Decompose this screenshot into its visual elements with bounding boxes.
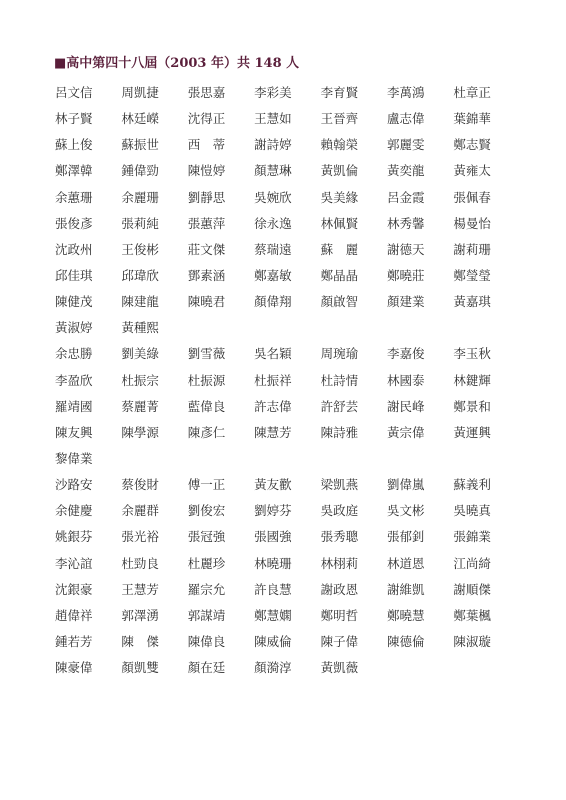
student-name: 陳子偉 <box>320 633 359 649</box>
name-row <box>55 394 520 420</box>
student-name: 林佩賢 <box>320 215 359 231</box>
student-name: 陳學源 <box>121 424 159 440</box>
student-name: 顏在廷 <box>187 660 226 676</box>
student-name: 黃凱薇 <box>320 660 359 676</box>
student-name: 王晉齊 <box>320 111 359 127</box>
name-row <box>55 524 520 550</box>
student-name: 鄭澤韓 <box>55 163 93 179</box>
student-name: 徐永逸 <box>254 215 292 231</box>
student-name: 陳 傑 <box>121 633 159 649</box>
name-row <box>55 158 520 184</box>
student-name: 謝民峰 <box>386 398 425 414</box>
student-name: 顏凱雙 <box>121 660 159 676</box>
student-name: 張國強 <box>254 529 292 545</box>
student-name: 張錦業 <box>453 529 491 545</box>
student-name: 劉靜思 <box>187 189 226 205</box>
student-name: 鄭瑩瑩 <box>453 267 491 283</box>
student-name: 杜章正 <box>453 85 491 100</box>
student-name: 劉婷芬 <box>254 503 292 519</box>
student-name: 楊曼怡 <box>453 215 491 231</box>
student-name: 劉俊宏 <box>187 503 226 519</box>
student-name: 蔡瑞遠 <box>254 241 292 257</box>
student-name: 林曉珊 <box>254 555 292 571</box>
student-name: 鄭慧嫻 <box>254 607 292 623</box>
student-name: 王慧如 <box>254 111 292 127</box>
student-name: 沙路安 <box>55 477 93 493</box>
student-name: 張思嘉 <box>187 85 226 100</box>
student-name: 陳豪偉 <box>55 660 93 676</box>
student-name: 杜詩情 <box>320 372 359 388</box>
student-name: 鍾若芳 <box>55 633 93 649</box>
student-name: 謝政恩 <box>320 581 359 597</box>
student-name: 張蕙萍 <box>187 215 226 231</box>
student-name: 黃友歡 <box>254 477 292 493</box>
name-row <box>55 237 520 263</box>
student-name: 吳美緣 <box>320 189 359 205</box>
student-name: 葉錦華 <box>453 111 491 127</box>
student-name: 郭謀靖 <box>187 607 226 623</box>
name-row <box>55 368 520 394</box>
student-name: 謝莉珊 <box>453 241 491 257</box>
student-name: 黃嘉琪 <box>453 294 491 310</box>
student-name: 顏偉翔 <box>254 294 292 310</box>
student-name: 姚銀芬 <box>55 529 93 545</box>
student-name: 張俊彥 <box>55 215 93 231</box>
student-name: 蘇義利 <box>453 477 491 493</box>
student-name: 郭麗雯 <box>386 137 425 153</box>
student-name: 陳慧芳 <box>254 424 292 440</box>
student-name: 顏漪淳 <box>254 660 292 676</box>
student-name: 邱佳琪 <box>55 267 93 283</box>
student-name: 林廷嶸 <box>121 111 159 127</box>
student-name: 張郁釗 <box>386 529 425 545</box>
student-name: 杜振源 <box>187 372 226 388</box>
name-row <box>55 211 520 237</box>
student-name: 梁凱燕 <box>320 477 359 493</box>
name-row <box>55 498 520 524</box>
student-name: 劉偉嵐 <box>386 477 425 493</box>
student-name: 鄭明哲 <box>320 607 359 623</box>
name-row <box>55 263 520 289</box>
student-name: 吳政庭 <box>320 503 359 519</box>
student-name: 傅一正 <box>187 477 226 493</box>
student-name: 賴翰榮 <box>320 137 359 153</box>
student-name: 鄭志賢 <box>453 137 491 153</box>
name-row <box>55 132 520 158</box>
student-name: 鄭曉慧 <box>386 607 425 623</box>
student-name: 余蕙珊 <box>55 189 93 205</box>
student-name: 陳彥仁 <box>187 424 226 440</box>
student-name: 邱瑋欣 <box>121 267 159 283</box>
student-name: 藍偉良 <box>187 398 226 414</box>
student-name: 黃種熙 <box>121 320 159 336</box>
student-name: 王俊彬 <box>121 241 159 257</box>
student-name: 杜振祥 <box>254 372 292 388</box>
student-name: 顏慧琳 <box>254 163 292 179</box>
student-name: 黃奕龍 <box>386 163 425 179</box>
name-row <box>55 289 520 315</box>
student-name: 林子賢 <box>55 111 93 127</box>
student-name: 莊文傑 <box>187 241 226 257</box>
student-name: 呂文信 <box>55 85 93 100</box>
student-name: 余麗珊 <box>121 189 159 205</box>
student-name: 黃凱倫 <box>320 163 359 179</box>
student-name: 林國泰 <box>386 372 425 388</box>
student-name: 謝維凱 <box>386 581 425 597</box>
student-name: 李育賢 <box>320 85 359 100</box>
student-name: 郭澤湧 <box>121 607 159 623</box>
student-name: 吳文彬 <box>386 503 425 519</box>
student-name: 謝詩婷 <box>254 137 292 153</box>
student-name: 鄭晶晶 <box>320 267 359 283</box>
student-name: 許良慧 <box>254 581 292 597</box>
name-row <box>55 472 520 498</box>
student-name: 王慧芳 <box>121 581 159 597</box>
name-row <box>55 603 520 629</box>
student-name: 黃雍太 <box>453 163 491 179</box>
student-name: 羅宗允 <box>187 581 226 597</box>
student-name: 陳建龍 <box>121 294 159 310</box>
student-name: 林秀馨 <box>386 215 425 231</box>
student-name: 鄭葉楓 <box>453 607 491 623</box>
student-name: 劉雪薇 <box>187 346 226 362</box>
student-name: 余忠勝 <box>55 346 93 362</box>
student-name: 許志偉 <box>254 398 292 414</box>
student-name: 趙偉祥 <box>55 607 93 623</box>
student-name: 羅靖國 <box>55 398 93 414</box>
student-name: 李沁誼 <box>55 555 93 571</box>
student-name: 張冠強 <box>187 529 226 545</box>
name-row <box>55 577 520 603</box>
student-name: 鄭曉莊 <box>386 267 425 283</box>
student-name: 余麗群 <box>121 503 159 519</box>
name-row <box>55 551 520 577</box>
student-name: 顏啟智 <box>320 294 359 310</box>
student-name: 盧志偉 <box>386 111 425 127</box>
student-name: 余健慶 <box>55 503 93 519</box>
student-name: 蔡俊財 <box>121 477 159 493</box>
name-row <box>55 185 520 211</box>
name-row <box>55 80 520 106</box>
student-name: 陳健茂 <box>55 294 93 310</box>
name-row <box>55 341 520 367</box>
student-name: 張莉純 <box>121 215 159 231</box>
student-name: 許舒芸 <box>320 398 359 414</box>
student-name: 李萬鴻 <box>386 85 425 100</box>
student-name: 黃宗偉 <box>386 424 425 440</box>
student-name: 鄭景和 <box>453 398 491 414</box>
student-name: 沈銀豪 <box>55 581 93 597</box>
name-list <box>55 80 520 681</box>
student-name: 陳偉良 <box>187 633 226 649</box>
student-name: 陳詩雅 <box>320 424 359 440</box>
name-row <box>55 420 520 446</box>
student-name: 陳曉君 <box>187 294 226 310</box>
student-name: 鄭嘉敏 <box>254 267 292 283</box>
student-name: 陳愷婷 <box>187 163 226 179</box>
student-name: 鍾偉勁 <box>121 163 159 179</box>
student-name: 杜勁良 <box>121 555 159 571</box>
student-name: 林栩莉 <box>320 555 359 571</box>
student-name: 顏建業 <box>386 294 425 310</box>
student-name: 吳曉真 <box>453 503 491 519</box>
student-name: 黃淑婷 <box>55 320 93 336</box>
student-name: 蘇振世 <box>121 137 159 153</box>
student-name: 陳友興 <box>55 424 93 440</box>
student-name: 張光裕 <box>121 529 159 545</box>
name-row <box>55 655 520 681</box>
student-name: 陳威倫 <box>254 633 292 649</box>
student-name: 劉美綠 <box>121 346 159 362</box>
name-row <box>55 446 520 472</box>
student-name: 周凱捷 <box>121 85 159 100</box>
student-name: 沈得正 <box>187 111 226 127</box>
student-name: 陳德倫 <box>386 633 425 649</box>
student-name: 蘇上俊 <box>55 137 93 153</box>
student-name: 黃運興 <box>453 424 491 440</box>
section-heading: ■高中第四十八屆（2003 年）共 148 人 <box>54 56 300 71</box>
student-name: 張佩春 <box>453 189 491 205</box>
student-name: 李彩美 <box>254 85 292 100</box>
student-name: 李嘉俊 <box>386 346 425 362</box>
student-name: 林道恩 <box>386 555 425 571</box>
student-name: 沈政州 <box>55 241 93 257</box>
name-row <box>55 629 520 655</box>
student-name: 李玉秋 <box>453 346 491 362</box>
student-name: 林鍵輝 <box>453 372 491 388</box>
student-name: 陳淑璇 <box>453 633 491 649</box>
student-name: 周琬瑜 <box>320 346 359 362</box>
student-name: 杜振宗 <box>121 372 159 388</box>
student-name: 張秀聰 <box>320 529 359 545</box>
student-name: 江尚綺 <box>453 555 491 571</box>
student-name: 杜麗珍 <box>187 555 226 571</box>
student-name: 蔡麗菁 <box>121 398 159 414</box>
student-name: 西 蒂 <box>187 137 226 153</box>
student-name: 呂金霞 <box>386 189 425 205</box>
student-name: 鄧素涵 <box>187 267 226 283</box>
student-name: 蘇 麗 <box>320 241 359 257</box>
name-row <box>55 106 520 132</box>
student-name: 吳名穎 <box>254 346 292 362</box>
student-name: 謝德天 <box>386 241 425 257</box>
name-row <box>55 315 520 341</box>
student-name: 謝順傑 <box>453 581 491 597</box>
student-name: 吳婉欣 <box>254 189 292 205</box>
student-name: 黎偉業 <box>55 450 93 466</box>
student-name: 李盈欣 <box>55 372 93 388</box>
